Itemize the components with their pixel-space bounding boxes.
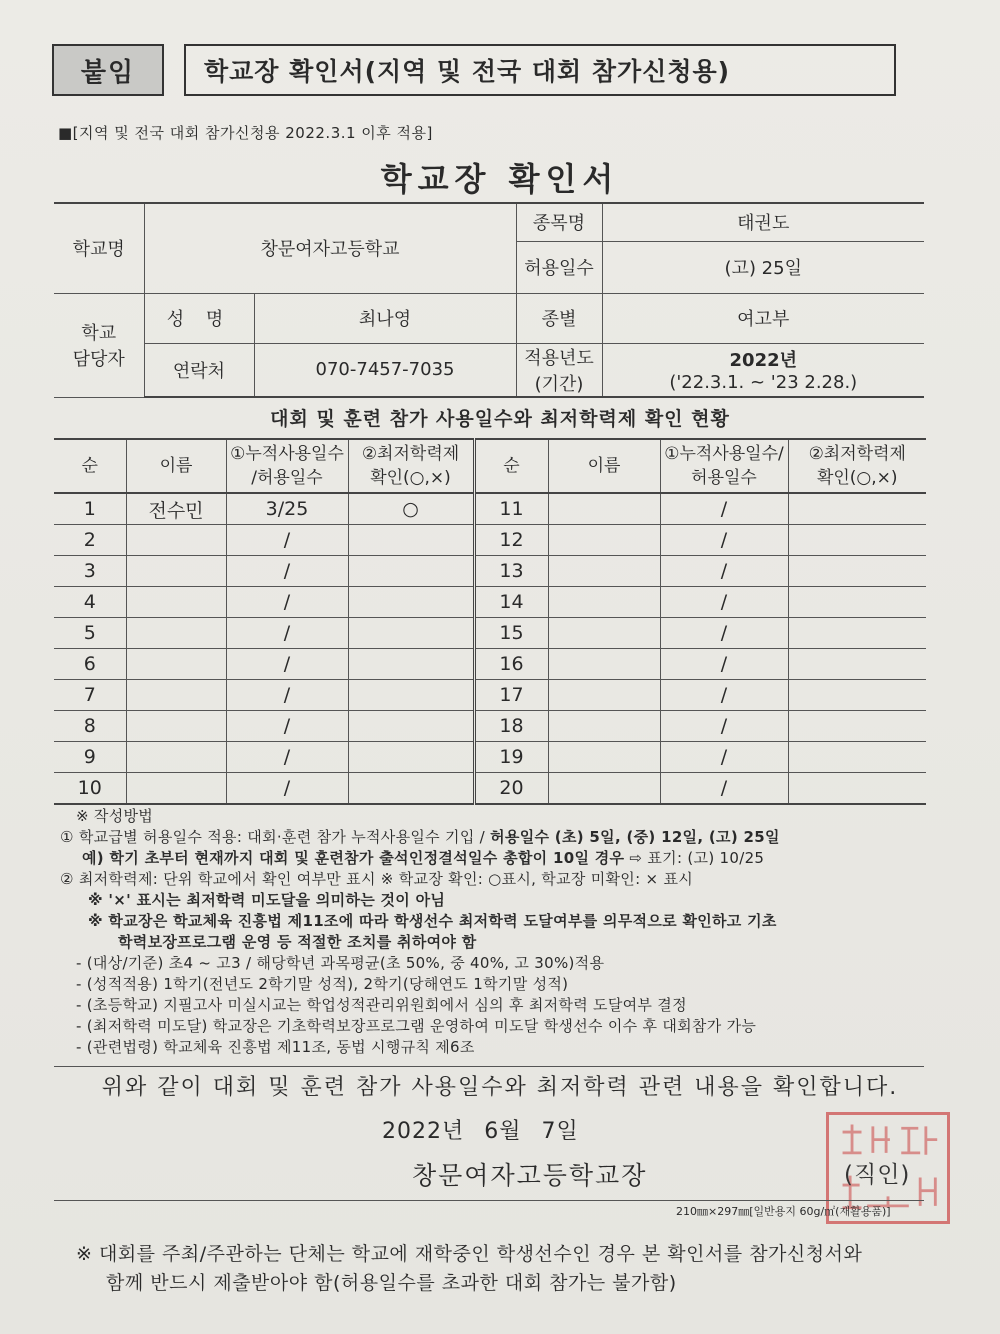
notes-heading: ※ 작성방법	[76, 807, 154, 825]
row-min	[788, 773, 926, 805]
header-min: ②최저학력제 확인(○,×)	[348, 439, 474, 493]
row-min	[788, 742, 926, 773]
row-name	[548, 493, 660, 525]
row-name	[548, 587, 660, 618]
table-row	[54, 587, 926, 618]
event-value: 태권도	[602, 203, 924, 241]
row-min	[348, 649, 474, 680]
row-name	[548, 742, 660, 773]
row-min	[348, 525, 474, 556]
name-label: 성 명	[144, 293, 254, 343]
header-min: ②최저학력제 확인(○,×)	[788, 439, 926, 493]
footer-line-1: ※ 대회를 주최/주관하는 단체는 학교에 재학중인 학생선수인 경우 본 확인서를 참가신청서와	[76, 1243, 863, 1265]
divider	[54, 1200, 924, 1201]
row-name	[126, 680, 226, 711]
header-title: 학교장 확인서(지역 및 전국 대회 참가신청용)	[184, 44, 896, 96]
row-min	[348, 587, 474, 618]
row-days: 3/25	[226, 493, 348, 525]
row-days: /	[660, 618, 788, 649]
table-row	[54, 556, 926, 587]
footer-line-2: 함께 반드시 제출받아야 함(허용일수를 초과한 대회 참가는 불가함)	[106, 1272, 677, 1294]
table-row	[54, 773, 926, 805]
row-name	[126, 742, 226, 773]
row-name	[126, 649, 226, 680]
row-name	[548, 773, 660, 805]
row-days: /	[660, 493, 788, 525]
row-no: 13	[474, 556, 548, 587]
attachment-badge: 붙임	[52, 44, 164, 96]
principal-name: 창문여자고등학교장	[412, 1161, 648, 1190]
row-no: 9	[54, 742, 126, 773]
row-name	[548, 711, 660, 742]
note-4-cont: 학력보장프로그램 운영 등 적절한 조치를 취하여야 함	[118, 933, 477, 951]
row-no: 17	[474, 680, 548, 711]
row-min	[788, 587, 926, 618]
row-days: /	[226, 649, 348, 680]
row-name: 전수민	[126, 493, 226, 525]
detail-5: - (관련법령) 학교체육 진흥법 제11조, 동법 시행규칙 제6조	[76, 1038, 475, 1056]
issue-date: 2022년 6월 7일	[382, 1119, 579, 1144]
note-4: ※ 학교장은 학교체육 진흥법 제11조에 따라 학생선수 최저학력 도달여부를 의무적으로 확인하고 기초	[88, 912, 777, 930]
footer-note	[76, 1240, 936, 1298]
row-no: 8	[54, 711, 126, 742]
row-min	[788, 493, 926, 525]
detail-2: - (성적적용) 1학기(전년도 2학기말 성적), 2학기(당해연도 1학기말 성적)	[76, 975, 569, 993]
row-days: /	[660, 742, 788, 773]
row-no: 3	[54, 556, 126, 587]
row-no: 6	[54, 649, 126, 680]
info-table	[54, 202, 924, 398]
roster-table	[54, 438, 926, 805]
note-2: ② 최저학력제: 단위 학교에서 확인 여부만 표시 ※ 학교장 확인: ○표시, 학교장 미확인: × 표시	[60, 870, 694, 888]
row-min	[348, 711, 474, 742]
row-no: 5	[54, 618, 126, 649]
note-3: ※ '×' 표시는 최저학력 미도달을 의미하는 것이 아님	[88, 891, 446, 909]
form-subtitle: ■[지역 및 전국 대회 참가신청용 2022.3.1 이후 적용]	[58, 124, 433, 142]
divider	[54, 1066, 924, 1067]
row-name	[126, 773, 226, 805]
note-1-example: 예) 학기 초부터 현재까지 대회 및 훈련참가 출석인정결석일수 총합이 10일 경우 ⇨ 표기: (고) 10/25	[82, 849, 765, 867]
contact-value: 070-7457-7035	[254, 343, 516, 397]
row-days: /	[660, 587, 788, 618]
table-row	[54, 618, 926, 649]
row-days: /	[660, 525, 788, 556]
row-days: /	[226, 618, 348, 649]
note-1: ① 학교급별 허용일수 적용: 대회·훈련 참가 누적사용일수 기입 / 허용일수 (초) 5일, (중) 12일, (고) 25일	[60, 828, 780, 846]
row-days: /	[226, 587, 348, 618]
allowed-days-label: 허용일수	[516, 241, 602, 293]
table-row	[54, 525, 926, 556]
instructions	[60, 806, 940, 1058]
table-row	[54, 493, 926, 525]
row-no: 10	[54, 773, 126, 805]
row-name	[548, 556, 660, 587]
row-no: 4	[54, 587, 126, 618]
row-days: /	[226, 711, 348, 742]
year-label: 적용년도 (기간)	[516, 343, 602, 397]
row-no: 2	[54, 525, 126, 556]
detail-3: - (초등학교) 지필고사 미실시교는 학업성적관리위원회에서 심의 후 최저학력 도달여부 결정	[76, 996, 687, 1014]
page-title: 학교장 확인서	[380, 160, 620, 198]
table-row	[54, 742, 926, 773]
row-min: ○	[348, 493, 474, 525]
row-min	[348, 773, 474, 805]
section-title: 대회 및 훈련 참가 사용일수와 최저학력제 확인 현황	[270, 408, 730, 430]
row-days: /	[660, 680, 788, 711]
row-name	[126, 711, 226, 742]
row-min	[788, 618, 926, 649]
row-name	[548, 525, 660, 556]
row-no: 16	[474, 649, 548, 680]
name-value: 최나영	[254, 293, 516, 343]
division-value: 여고부	[602, 293, 924, 343]
row-no: 20	[474, 773, 548, 805]
row-name	[126, 618, 226, 649]
detail-4: - (최저학력 미도달) 학교장은 기초학력보장프로그램 운영하여 미도달 학생선수 이수 후 대회참가 가능	[76, 1017, 757, 1035]
table-row	[54, 649, 926, 680]
year-value: 2022년 ('22.3.1. ~ '23 2.28.)	[602, 343, 924, 397]
row-days: /	[226, 556, 348, 587]
row-min	[788, 556, 926, 587]
row-no: 11	[474, 493, 548, 525]
row-no: 15	[474, 618, 548, 649]
row-no: 7	[54, 680, 126, 711]
seal-label: (직인)	[844, 1162, 911, 1188]
confirmation-text: 위와 같이 대회 및 훈련 참가 사용일수와 최저학력 관련 내용을 확인합니다.	[101, 1075, 899, 1100]
paper-spec: 210㎜×297㎜[일반용지 60g/㎡(재활용품)]	[676, 1205, 891, 1218]
header-name: 이름	[548, 439, 660, 493]
header-days: ①누적사용일수/ 허용일수	[660, 439, 788, 493]
event-label: 종목명	[516, 203, 602, 241]
row-min	[788, 649, 926, 680]
arrow-icon: ⇨	[629, 849, 643, 867]
row-days: /	[660, 773, 788, 805]
row-min	[348, 618, 474, 649]
header-no: 순	[474, 439, 548, 493]
contact-label: 연락처	[144, 343, 254, 397]
school-label: 학교명	[54, 203, 144, 293]
row-days: /	[660, 711, 788, 742]
row-days: /	[226, 525, 348, 556]
row-min	[348, 556, 474, 587]
division-label: 종별	[516, 293, 602, 343]
row-days: /	[660, 649, 788, 680]
row-days: /	[226, 680, 348, 711]
row-min	[348, 742, 474, 773]
row-min	[788, 680, 926, 711]
row-days: /	[226, 742, 348, 773]
allowed-days-value: (고) 25일	[602, 241, 924, 293]
detail-1: - (대상/기준) 초4 ~ 고3 / 해당학년 과목평균(초 50%, 중 40%, 고 30%)적용	[76, 954, 605, 972]
row-name	[548, 680, 660, 711]
header-days: ①누적사용일수 /허용일수	[226, 439, 348, 493]
row-name	[126, 556, 226, 587]
row-no: 1	[54, 493, 126, 525]
header-name: 이름	[126, 439, 226, 493]
row-no: 12	[474, 525, 548, 556]
row-no: 18	[474, 711, 548, 742]
header-no: 순	[54, 439, 126, 493]
row-no: 19	[474, 742, 548, 773]
row-min	[788, 711, 926, 742]
row-min	[788, 525, 926, 556]
table-row	[54, 680, 926, 711]
table-row	[54, 711, 926, 742]
manager-label: 학교 담당자	[54, 293, 144, 397]
row-name	[548, 649, 660, 680]
row-min	[348, 680, 474, 711]
school-value: 창문여자고등학교	[144, 203, 516, 293]
row-no: 14	[474, 587, 548, 618]
row-name	[548, 618, 660, 649]
row-days: /	[226, 773, 348, 805]
row-name	[126, 525, 226, 556]
row-name	[126, 587, 226, 618]
row-days: /	[660, 556, 788, 587]
